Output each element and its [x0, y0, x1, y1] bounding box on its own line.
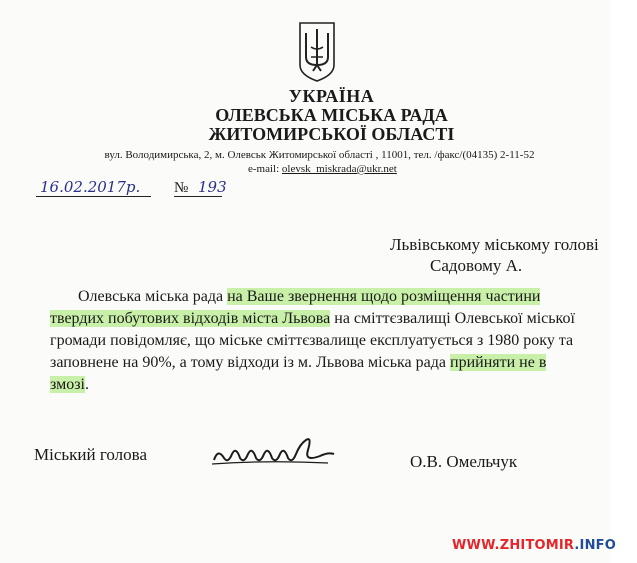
highlighted-text: твердих побутових відходів міста Львова: [50, 310, 331, 327]
body-line-1: [50, 286, 605, 308]
header-country: УКРАЇНА: [288, 86, 375, 106]
highlighted-text: на Ваше звернення щодо розміщення частини: [227, 288, 541, 305]
watermark-tld: .INFO: [574, 538, 616, 553]
addressee-block: [390, 234, 599, 276]
number-label: №: [174, 180, 189, 196]
handwritten-signature-icon: [208, 430, 338, 470]
number-underline: [174, 196, 222, 197]
trident-emblem-icon: [297, 21, 337, 83]
letter-number: 193: [198, 178, 227, 196]
body-text: .: [84, 376, 89, 393]
header-address: вул. Володимирська, 2, м. Олевськ Житомирської області , 11001, тел. /факс/(04135) 2-11-52: [104, 149, 535, 161]
body-line-5: [50, 374, 605, 396]
body-line-3: громади повідомляє, що міське сміттєзвалище експлуатується з 1980 року та: [50, 332, 574, 349]
date-underline: [36, 196, 151, 197]
highlighted-text: змозі: [50, 376, 85, 393]
header-email-row: [248, 163, 397, 175]
body-line-2: [50, 308, 605, 330]
addressee-line-1: Львівському міському голові: [390, 235, 599, 254]
email-link[interactable]: olevsk_miskrada@ukr.net: [281, 163, 397, 175]
header-region: ЖИТОМИРСЬКОЇ ОБЛАСТІ: [208, 124, 455, 144]
body-line-4: [50, 352, 605, 374]
header-council: ОЛЕВСЬКА МІСЬКА РАДА: [215, 105, 448, 125]
email-label: e-mail:: [248, 163, 280, 175]
watermark: [452, 538, 616, 553]
signatory-title: Міський голова: [34, 445, 147, 464]
signatory-name: О.В. Омельчук: [410, 452, 518, 471]
body-text: заповнене на 90%, а тому відходи із м. Львова міська рада: [50, 354, 450, 371]
letter-body: [50, 286, 605, 396]
body-text: на сміттєзвалищі Олевської міської: [330, 310, 575, 327]
body-text: Олевська міська рада: [78, 288, 228, 305]
highlighted-text: прийняти не в: [450, 354, 547, 371]
watermark-site: WWW.ZHITOMIR: [452, 538, 575, 553]
addressee-line-2: Садовому А.: [430, 256, 523, 275]
letter-date: 16.02.2017р.: [40, 178, 141, 196]
